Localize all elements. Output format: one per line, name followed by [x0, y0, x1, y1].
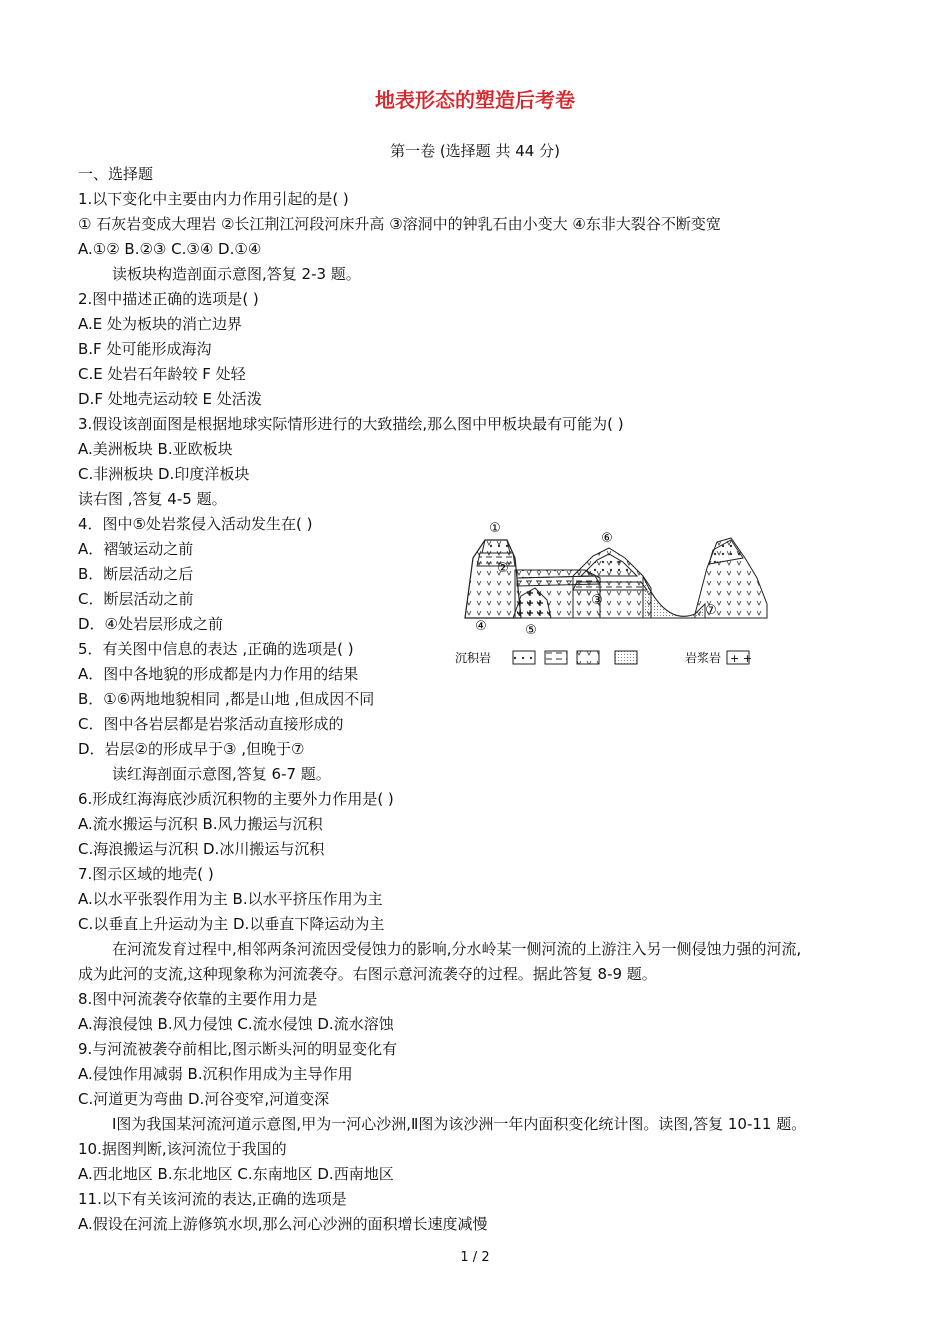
legend-sedimentary-label: 沉积岩 [455, 651, 492, 665]
question-line: Ⅰ图为我国某河流河道示意图,甲为一河心沙洲,Ⅱ图为该沙洲一年内面积变化统计图。读图,答复 10-11 题。 [112, 1115, 807, 1133]
question-line: 7.图示区域的地壳( ) [78, 865, 214, 883]
question-line: ① 石灰岩变成大理岩 ②长江荆江河段河床升高 ③溶洞中的钟乳石由小变大 ④东非大裂谷不断变宽 [78, 215, 721, 233]
question-line: A.E 处为板块的消亡边界 [78, 315, 243, 333]
question-line: C．断层活动之前 [78, 590, 194, 608]
figure-label-5: ⑤ [525, 623, 537, 638]
question-line: C.海浪搬运与沉积 D.冰川搬运与沉积 [78, 840, 325, 858]
question-line: A.假设在河流上游修筑水坝,那么河心沙洲的面积增长速度减慢 [78, 1215, 488, 1233]
question-line: 1.以下变化中主要由内力作用引起的是( ) [78, 190, 349, 208]
geology-cross-section-figure [455, 518, 785, 678]
legend-igneous-label: 岩浆岩 [685, 651, 722, 665]
question-line: 读红海剖面示意图,答复 6-7 题。 [112, 765, 331, 783]
question-line: 6.形成红海海底沙质沉积物的主要外力作用是( ) [78, 790, 394, 808]
page-title: 地表形态的塑造后考卷 [375, 88, 575, 112]
question-line: A.海浪侵蚀 B.风力侵蚀 C.流水侵蚀 D.流水溶蚀 [78, 1015, 394, 1033]
question-line: C.以垂直上升运动为主 D.以垂直下降运动为主 [78, 915, 385, 933]
question-line: A.侵蚀作用减弱 B.沉积作用成为主导作用 [78, 1065, 353, 1083]
question-line: B．①⑥两地地貌相同 ,都是山地 ,但成因不同 [78, 690, 375, 708]
question-line: 读右图 ,答复 4-5 题。 [78, 490, 227, 508]
question-line: D．岩层②的形成早于③ ,但晚于⑦ [78, 740, 305, 758]
legend-swatch-v [577, 651, 599, 664]
question-line: A.以水平张裂作用为主 B.以水平挤压作用为主 [78, 890, 383, 908]
page-subtitle: 第一卷 (选择题 共 44 分) [390, 142, 560, 160]
question-line: A.美洲板块 B.亚欧板块 [78, 440, 233, 458]
legend-igneous-symbol: + + [730, 652, 752, 665]
question-line: 在河流发育过程中,相邻两条河流因受侵蚀力的影响,分水岭某一侧河流的上游注入另一侧侵蚀力强的河流, [112, 940, 802, 958]
question-line: A.①② B.②③ C.③④ D.①④ [78, 240, 262, 258]
legend-swatch-dots [513, 651, 535, 664]
question-line: D.F 处地壳运动较 E 处活泼 [78, 390, 262, 408]
figure-label-1: ① [489, 521, 501, 536]
question-line: C．图中各岩层都是岩浆活动直接形成的 [78, 715, 344, 733]
question-line: C.E 处岩石年龄较 F 处轻 [78, 365, 246, 383]
legend-swatch-fine [615, 651, 637, 664]
figure-label-4: ④ [475, 619, 487, 634]
figure-label-2: ② [497, 561, 509, 576]
question-line: 8.图中河流袭夺依靠的主要作用力是 [78, 990, 318, 1008]
question-line: B.F 处可能形成海沟 [78, 340, 212, 358]
question-line: 3.假设该剖面图是根据地球实际情形进行的大致描绘,那么图中甲板块最有可能为( ) [78, 415, 624, 433]
question-line: 2.图中描述正确的选项是( ) [78, 290, 259, 308]
question-line: 10.据图判断,该河流位于我国的 [78, 1140, 287, 1158]
question-line: A．图中各地貌的形成都是内力作用的结果 [78, 665, 359, 683]
figure-label-6: ⑥ [601, 531, 613, 546]
question-line: A．褶皱运动之前 [78, 540, 194, 558]
question-line: 9.与河流被袭夺前相比,图示断头河的明显变化有 [78, 1040, 398, 1058]
question-line: 读板块构造剖面示意图,答复 2-3 题。 [112, 265, 361, 283]
figure-label-3: ③ [591, 593, 603, 608]
page-number: 1 / 2 [460, 1250, 490, 1265]
question-line: 成为此河的支流,这种现象称为河流袭夺。右图示意河流袭夺的过程。据此答复 8-9 题。 [78, 965, 657, 983]
question-line: 11.以下有关该河流的表达,正确的选项是 [78, 1190, 347, 1208]
question-line: A.西北地区 B.东北地区 C.东南地区 D.西南地区 [78, 1165, 394, 1183]
question-line: D．④处岩层形成之前 [78, 615, 223, 633]
question-line: 5．有关图中信息的表达 ,正确的选项是( ) [78, 640, 354, 658]
question-line: C.非洲板块 D.印度洋板块 [78, 465, 250, 483]
figure-label-7: ⑦ [705, 603, 717, 618]
question-line: A.流水搬运与沉积 B.风力搬运与沉积 [78, 815, 323, 833]
legend-swatch-dash [545, 651, 567, 664]
question-line: B．断层活动之后 [78, 565, 194, 583]
question-line: C.河道更为弯曲 D.河谷变窄,河道变深 [78, 1090, 330, 1108]
question-line: 4．图中⑤处岩浆侵入活动发生在( ) [78, 515, 313, 533]
section-heading: 一、选择题 [78, 165, 154, 183]
